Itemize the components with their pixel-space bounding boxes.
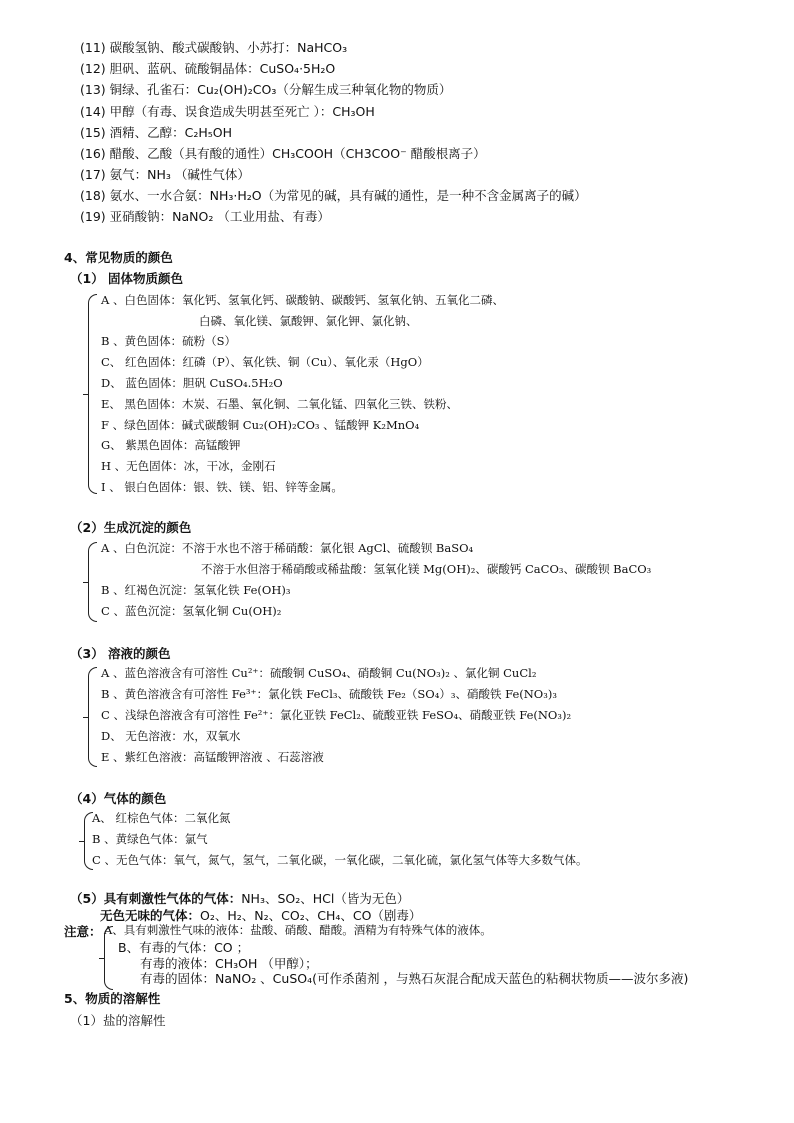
odorless-gas-label: 无色无味的气体： xyxy=(100,908,201,923)
list-item: (14) 甲醇（有毒、误食造成失明甚至死亡 ）：CH₃OH xyxy=(80,104,375,119)
pungent-gas-value: NH₃、SO₂、HCl（皆为无色） xyxy=(241,891,410,906)
solid-line: C、 红色固体：红磷（P）、氧化铁、铜（Cu）、氧化汞（HgO） xyxy=(101,355,429,369)
salt-solubility-subtitle: （1）盐的溶解性 xyxy=(70,1013,166,1028)
note-line: 有毒的液体：CH₃OH （甲醇）； xyxy=(140,956,318,971)
gas-line: A、 红棕色气体：二氧化氮 xyxy=(92,811,231,825)
precipitate-line: B 、红褐色沉淀：氢氧化铁 Fe(OH)₃ xyxy=(101,583,291,597)
solid-line: 白磷、氧化镁、氯酸钾、氯化钾、氯化钠、 xyxy=(199,314,418,328)
odorless-gas-value: O₂、H₂、N₂、CO₂、CH₄、CO（剧毒） xyxy=(200,908,422,923)
solid-line: D、 蓝色固体：胆矾 CuSO₄.5H₂O xyxy=(101,376,283,390)
precipitate-line: A 、白色沉淀：不溶于水也不溶于稀硝酸：氯化银 AgCl、硫酸钡 BaSO₄ xyxy=(101,541,474,555)
solution-line: E 、紫红色溶液：高锰酸钾溶液 、石蕊溶液 xyxy=(101,750,324,764)
solution-line: B 、黄色溶液含有可溶性 Fe³⁺：氯化铁 FeCl₃、硫酸铁 Fe₂（SO₄）₃、硝酸铁 Fe(NO₃)₃ xyxy=(101,687,557,701)
list-item: (19) 亚硝酸钠：NaNO₂ （工业用盐、有毒） xyxy=(80,209,330,224)
solid-line: E、 黑色固体：木炭、石墨、氧化铜、二氧化锰、四氧化三铁、铁粉、 xyxy=(101,397,459,411)
precipitate-line: 不溶于水但溶于稀硝酸或稀盐酸：氢氧化镁 Mg(OH)₂、碳酸钙 CaCO₃、碳酸钡 BaCO₃ xyxy=(201,562,652,576)
solid-line: H 、无色固体：冰，干冰，金刚石 xyxy=(101,459,276,473)
list-item: (15) 酒精、乙醇：C₂H₅OH xyxy=(80,125,233,140)
list-item: (13) 铜绿、孔雀石：Cu₂(OH)₂CO₃（分解生成三种氧化物的物质） xyxy=(80,82,452,97)
solution-line: A 、蓝色溶液含有可溶性 Cu²⁺：硫酸铜 CuSO₄、硝酸铜 Cu(NO₃)₂ 、氯化铜 CuCl₂ xyxy=(101,666,537,680)
solution-line: D、 无色溶液：水，双氧水 xyxy=(101,729,241,743)
list-item: (12) 胆矾、蓝矾、硫酸铜晶体：CuSO₄·5H₂O xyxy=(80,61,336,76)
brace xyxy=(88,542,97,622)
list-item: (18) 氨水、一水合氨：NH₃·H₂O（为常见的碱，具有碱的通性，是一种不含金属离子的碱） xyxy=(80,188,587,203)
brace xyxy=(88,294,97,494)
solution-line: C 、浅绿色溶液含有可溶性 Fe²⁺：氯化亚铁 FeCl₂、硫酸亚铁 FeSO₄、硝酸亚铁 Fe(NO₃)₂ xyxy=(101,708,572,722)
list-item: (11) 碳酸氢钠、酸式碳酸钠、小苏打：NaHCO₃ xyxy=(80,40,348,55)
note-line: B、有毒的气体：CO ； xyxy=(118,940,250,955)
gas-color-title: （4）气体的颜色 xyxy=(70,791,167,806)
solid-line: F 、绿色固体：碱式碳酸铜 Cu₂(OH)₂CO₃ 、锰酸钾 K₂MnO₄ xyxy=(101,418,420,432)
solid-color-title: （1） 固体物质颜色 xyxy=(70,271,184,286)
precipitate-line: C 、蓝色沉淀：氢氧化铜 Cu(OH)₂ xyxy=(101,604,282,618)
gas-line: B 、黄绿色气体：氯气 xyxy=(92,832,208,846)
precipitate-color-title: （2）生成沉淀的颜色 xyxy=(70,520,192,535)
note-line: A、具有刺激性气味的液体：盐酸、硝酸、醋酸。酒精为有特殊气体的液体。 xyxy=(104,923,492,937)
gas-line: C 、无色气体：氧气，氮气，氢气，二氧化碳，一氧化碳，二氧化硫，氯化氢气体等大多数气体。 xyxy=(92,853,588,867)
solution-color-title: （3） 溶液的颜色 xyxy=(70,646,171,661)
note-line: 有毒的固体：NaNO₂ 、CuSO₄(可作杀菌剂 ，与熟石灰混合配成天蓝色的粘稠状物质——波尔多液) xyxy=(140,971,689,986)
list-item: (17) 氨气：NH₃ （碱性气体） xyxy=(80,167,250,182)
list-item: (16) 醋酸、乙酸（具有酸的通性）CH₃COOH（CH3COO⁻ 醋酸根离子） xyxy=(80,146,486,161)
solid-line: G、 紫黑色固体：高锰酸钾 xyxy=(101,438,241,452)
brace xyxy=(88,667,97,767)
section-4-title: 4、常见物质的颜色 xyxy=(64,250,173,265)
solid-line: B 、黄色固体：硫粉（S） xyxy=(101,334,236,348)
note-label: 注意： xyxy=(64,924,102,939)
pungent-gas-title: （5）具有刺激性气体的气体： xyxy=(70,891,242,906)
solid-line: A 、白色固体：氧化钙、氢氧化钙、碳酸钠、碳酸钙、氢氧化钠、五氧化二磷、 xyxy=(101,293,504,307)
solid-line: I 、 银白色固体：银、铁、镁、铝、锌等金属。 xyxy=(101,480,343,494)
section-5-title: 5、物质的溶解性 xyxy=(64,991,161,1006)
pungent-gas-line xyxy=(70,890,409,907)
